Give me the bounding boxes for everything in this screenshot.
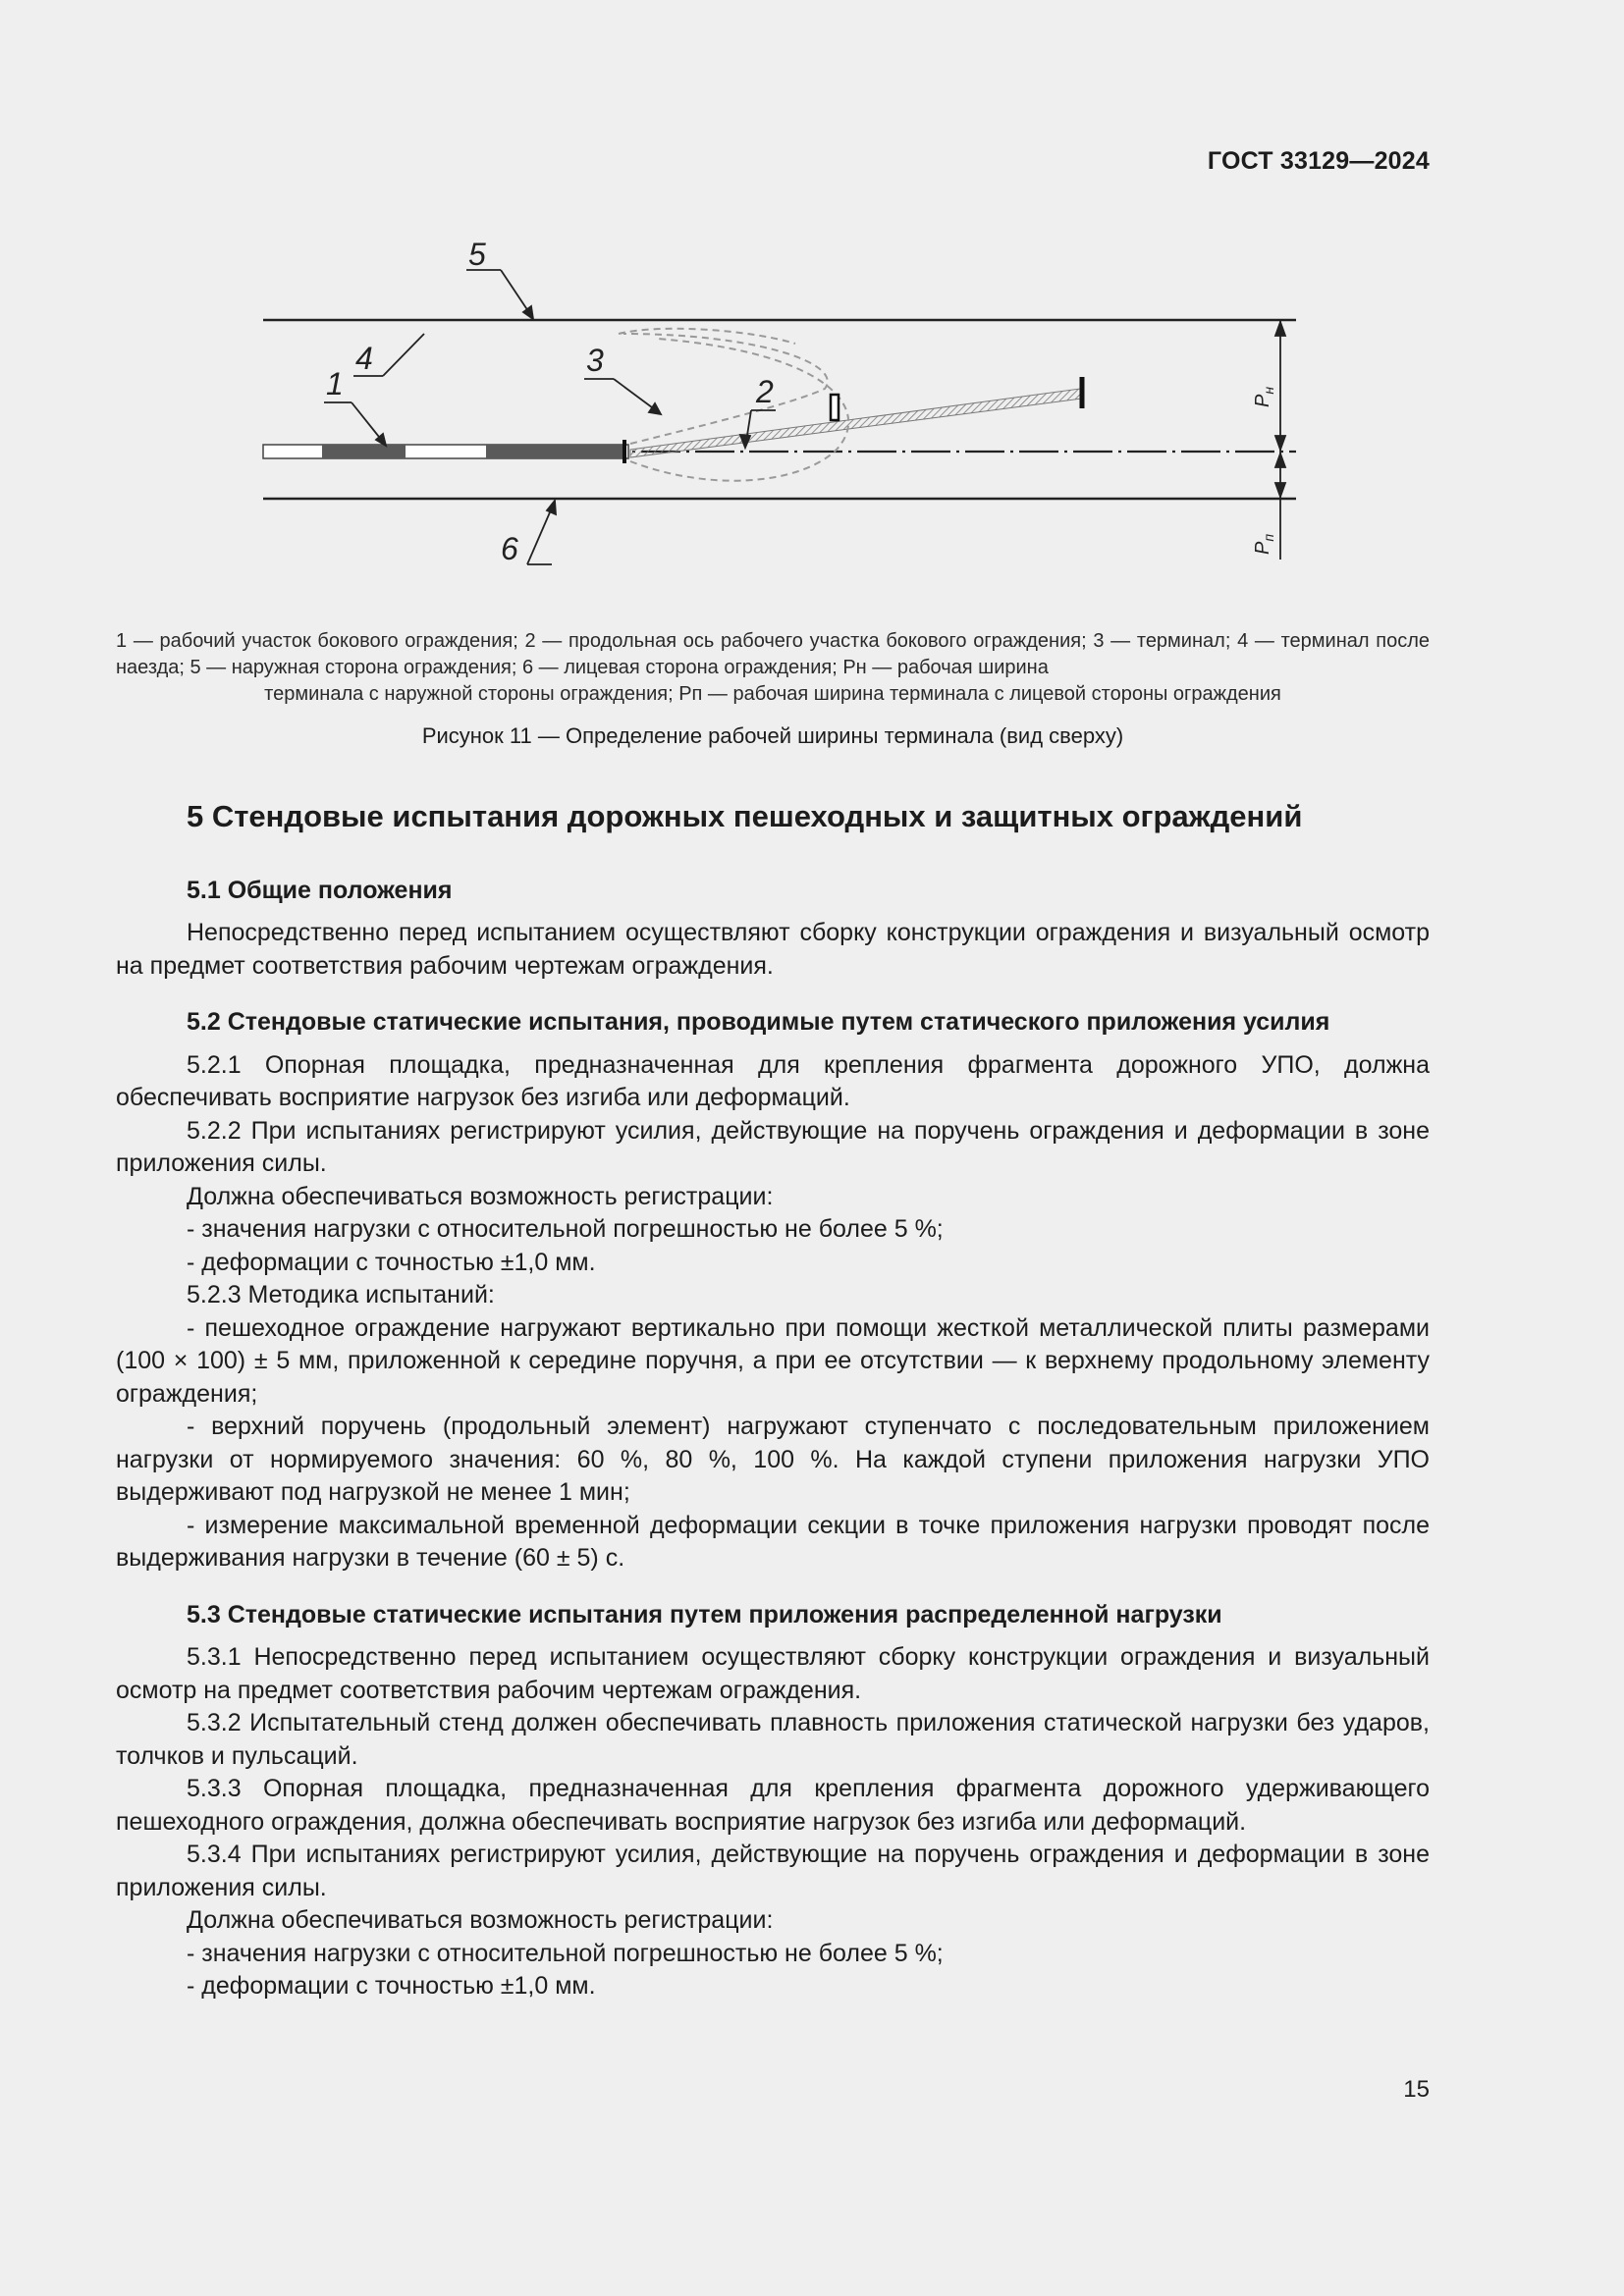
- label-5: 5: [468, 237, 486, 272]
- terminal: [630, 377, 1082, 457]
- page-number: 15: [1403, 2076, 1430, 2103]
- document-body: [116, 800, 1430, 2003]
- label-1: 1: [326, 366, 344, 401]
- list-item: - измерение максимальной временной деформации секции в точке приложения нагрузки проводят после выдерживания нагрузки в течение (60 ± 5) с.: [116, 1511, 1430, 1572]
- barrier-working-section: [263, 440, 628, 463]
- list-item: - пешеходное ограждение нагружают вертикально при помощи жесткой металлической плиты размерами (100 × 100) ± 5 мм, приложенной к середине поручня, а при ее отсутствии — к верхнему продольному элементу ограждения;: [116, 1313, 1430, 1408]
- paragraph: Непосредственно перед испытанием осуществляют сборку конструкции ограждения и визуальный осмотр на предмет соответствия рабочим чертежам ограждения.: [116, 919, 1430, 980]
- legend-line-1: 1 — рабочий участок бокового ограждения; 2 — продольная ось рабочего участка бокового ограждения; 3 — терминал; 4 — терминал после наезда; 5 — наружная сторона ограждения; 6 — лицевая сторона ограждения; Pн — рабочая ширина: [116, 630, 1430, 678]
- list-item: - деформации с точностью ±1,0 мм.: [187, 1248, 596, 1276]
- label-4: 4: [355, 341, 373, 376]
- paragraph: Должна обеспечиваться возможность регистрации:: [187, 1182, 774, 1210]
- section-5-title: 5 Стендовые испытания дорожных пешеходных и защитных ограждений: [187, 799, 1303, 833]
- label-2: 2: [756, 374, 774, 409]
- paragraph: Должна обеспечиваться возможность регистрации:: [187, 1906, 774, 1934]
- figure-caption: Рисунок 11 — Определение рабочей ширины терминала (вид сверху): [421, 723, 1124, 748]
- list-item: - верхний поручень (продольный элемент) нагружают ступенчато с последовательным приложением нагрузки от нормируемого значения: 60 %, 80 %, 100 %. На каждой ступени приложения нагрузки УПО выдерживают под нагрузкой не менее 1 мин;: [116, 1413, 1430, 1506]
- working-width-dimension: [1275, 320, 1285, 560]
- section-5-3-title: 5.3 Стендовые статические испытания путем приложения распределенной нагрузки: [187, 1600, 1222, 1629]
- paragraph: 5.3.1 Непосредственно перед испытанием осуществляют сборку конструкции ограждения и визуальный осмотр на предмет соответствия рабочим чертежам ограждения.: [116, 1643, 1430, 1704]
- document-code: ГОСТ 33129—2024: [1207, 147, 1430, 175]
- terminal-width-diagram: [245, 236, 1326, 589]
- label-3: 3: [586, 343, 604, 378]
- list-item: - деформации с точностью ±1,0 мм.: [187, 1972, 596, 2000]
- terminal-after-impact-end: [831, 395, 839, 420]
- paragraph: 5.2.2 При испытаниях регистрируют усилия, действующие на поручень ограждения и деформации в зоне приложения силы.: [116, 1116, 1430, 1177]
- legend-line-2: терминала с наружной стороны ограждения; Pп — рабочая ширина терминала с лицевой стороны ограждения: [264, 683, 1281, 705]
- section-5-1-title: 5.1 Общие положения: [187, 876, 453, 904]
- dim-label-outer: $P_н$: [1252, 386, 1276, 407]
- figure-legend: [116, 628, 1430, 708]
- dim-label-inner: $P_п$: [1252, 533, 1276, 555]
- paragraph: 5.2.3 Методика испытаний:: [187, 1281, 495, 1308]
- label-6: 6: [501, 531, 518, 566]
- paragraph: 5.3.2 Испытательный стенд должен обеспечивать плавность приложения статической нагрузки без ударов, толчков и пульсаций.: [116, 1709, 1430, 1770]
- section-5-2-title: 5.2 Стендовые статические испытания, проводимые путем статического приложения усилия: [187, 1008, 1330, 1036]
- list-item: - значения нагрузки с относительной погрешностью не более 5 %;: [187, 1215, 944, 1243]
- paragraph: 5.2.1 Опорная площадка, предназначенная для крепления фрагмента дорожного УПО, должна обеспечивать восприятие нагрузок без изгиба или деформаций.: [116, 1050, 1430, 1111]
- paragraph: 5.3.3 Опорная площадка, предназначенная для крепления фрагмента дорожного удерживающего пешеходного ограждения, должна обеспечивать восприятие нагрузок без изгиба или деформаций.: [116, 1775, 1430, 1836]
- paragraph: 5.3.4 При испытаниях регистрируют усилия, действующие на поручень ограждения и деформации в зоне приложения силы.: [116, 1841, 1430, 1901]
- list-item: - значения нагрузки с относительной погрешностью не более 5 %;: [187, 1939, 944, 1967]
- figure-11: [245, 236, 1326, 589]
